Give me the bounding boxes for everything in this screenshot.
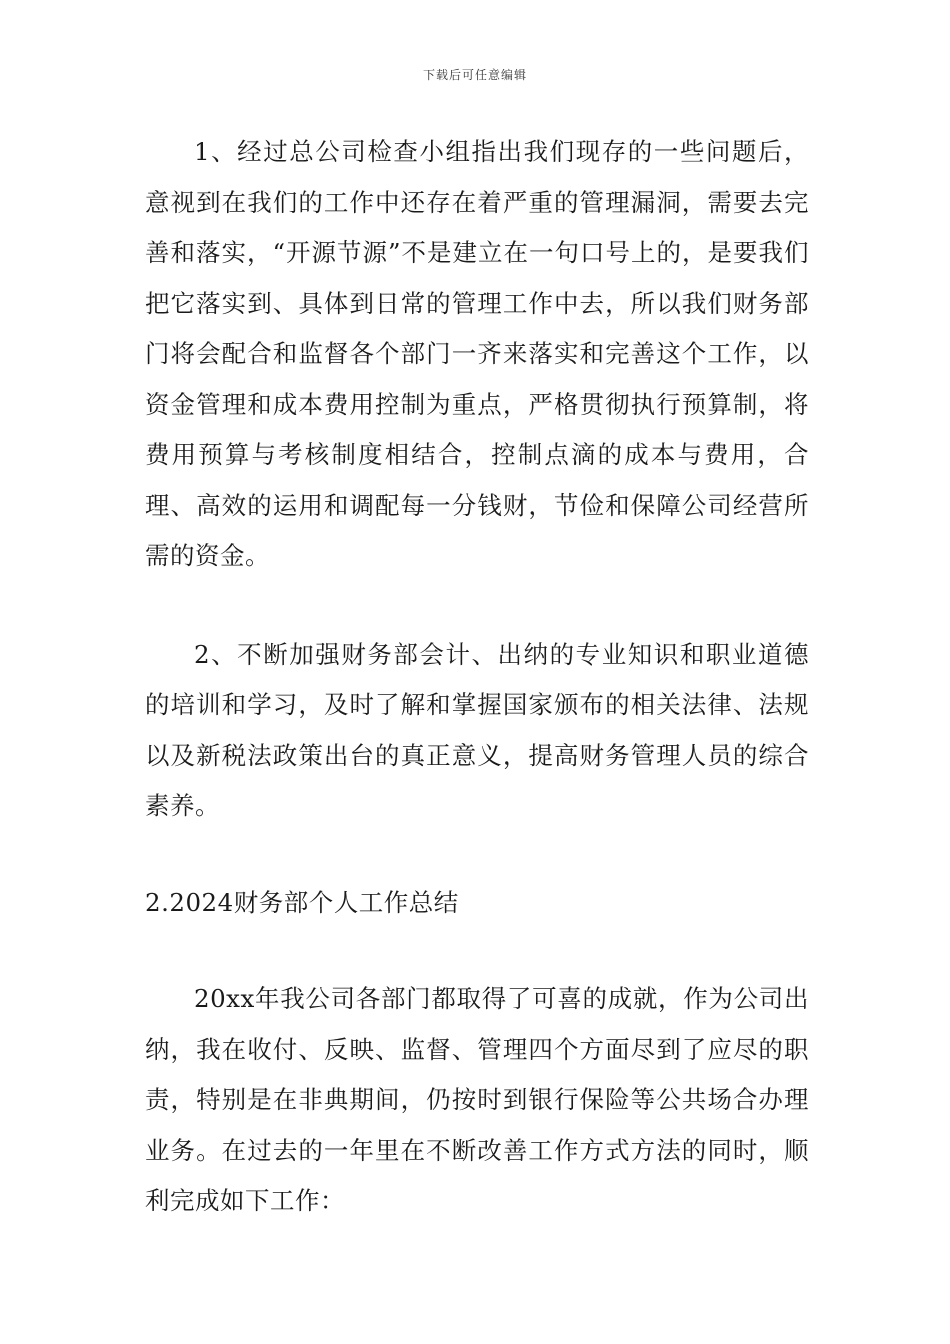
- paragraph-3: 20xx年我公司各部门都取得了可喜的成就，作为公司出纳，我在收付、反映、监督、管理四个方面尽到了应尽的职责，特别是在非典期间，仍按时到银行保险等公共场合办理业务。在过去的一年里在不断改善工作方式方法的同时，顺利完成如下工作：: [145, 984, 809, 1215]
- paragraph-1: 1、经过总公司检查小组指出我们现存的一些问题后，意视到在我们的工作中还存在着严重的管理漏洞，需要去完善和落实，“开源节源”不是建立在一句口号上的，是要我们把它落实到、具体到日常的管理工作中去，所以我们财务部门将会配合和监督各个部门一齐来落实和完善这个工作，以资金管理和成本费用控制为重点，严格贯彻执行预算制，将费用预算与考核制度相结合，控制点滴的成本与费用，合理、高效的运用和调配每一分钱财，节俭和保障公司经营所需的资金。: [145, 137, 809, 570]
- page-header: 下载后可任意编辑: [422, 68, 527, 82]
- section-heading: 2.2024财务部个人工作总结: [145, 887, 459, 917]
- paragraph-2: 2、不断加强财务部会计、出纳的专业知识和职业道德的培训和学习，及时了解和掌握国家颁布的相关法律、法规以及新税法政策出台的真正意义，提高财务管理人员的综合素养。: [145, 639, 809, 820]
- document-body: [145, 127, 809, 1227]
